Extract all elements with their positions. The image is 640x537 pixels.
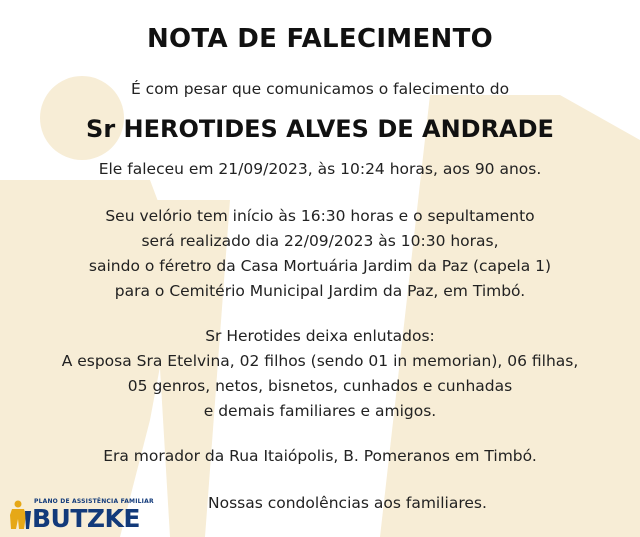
funeral-line: Seu velório tem início às 16:30 horas e o sepultamento xyxy=(105,207,535,225)
deceased-name: Sr HEROTIDES ALVES DE ANDRADE xyxy=(86,115,554,143)
funeral-line: saindo o féretro da Casa Mortuária Jardim da Paz (capela 1) xyxy=(88,257,552,275)
butzke-logo xyxy=(10,496,160,532)
closing-message: Nossas condolências aos familiares. xyxy=(208,494,487,512)
logo-tagline: PLANO DE ASSISTÊNCIA FAMILIAR xyxy=(34,498,154,505)
logo-figure-icon xyxy=(10,500,32,530)
notice-title: NOTA DE FALECIMENTO xyxy=(146,24,494,54)
funeral-line: para o Cemitério Municipal Jardim da Paz, em Timbó. xyxy=(114,282,526,300)
notice-intro: É com pesar que comunicamos o falecimento do xyxy=(130,80,510,98)
residence-info: Era morador da Rua Itaiópolis, B. Pomeranos em Timbó. xyxy=(103,447,537,465)
family-line: Sr Herotides deixa enlutados: xyxy=(205,327,435,345)
family-line: A esposa Sra Etelvina, 02 filhos (sendo 01 in memorian), 06 filhas, xyxy=(61,352,579,370)
logo-wordmark: BUTZKE xyxy=(32,504,140,533)
family-line: e demais familiares e amigos. xyxy=(203,402,437,420)
funeral-line: será realizado dia 22/09/2023 às 10:30 horas, xyxy=(141,232,499,250)
death-info: Ele faleceu em 21/09/2023, às 10:24 horas, aos 90 anos. xyxy=(98,160,542,178)
family-line: 05 genros, netos, bisnetos, cunhados e cunhadas xyxy=(127,377,513,395)
